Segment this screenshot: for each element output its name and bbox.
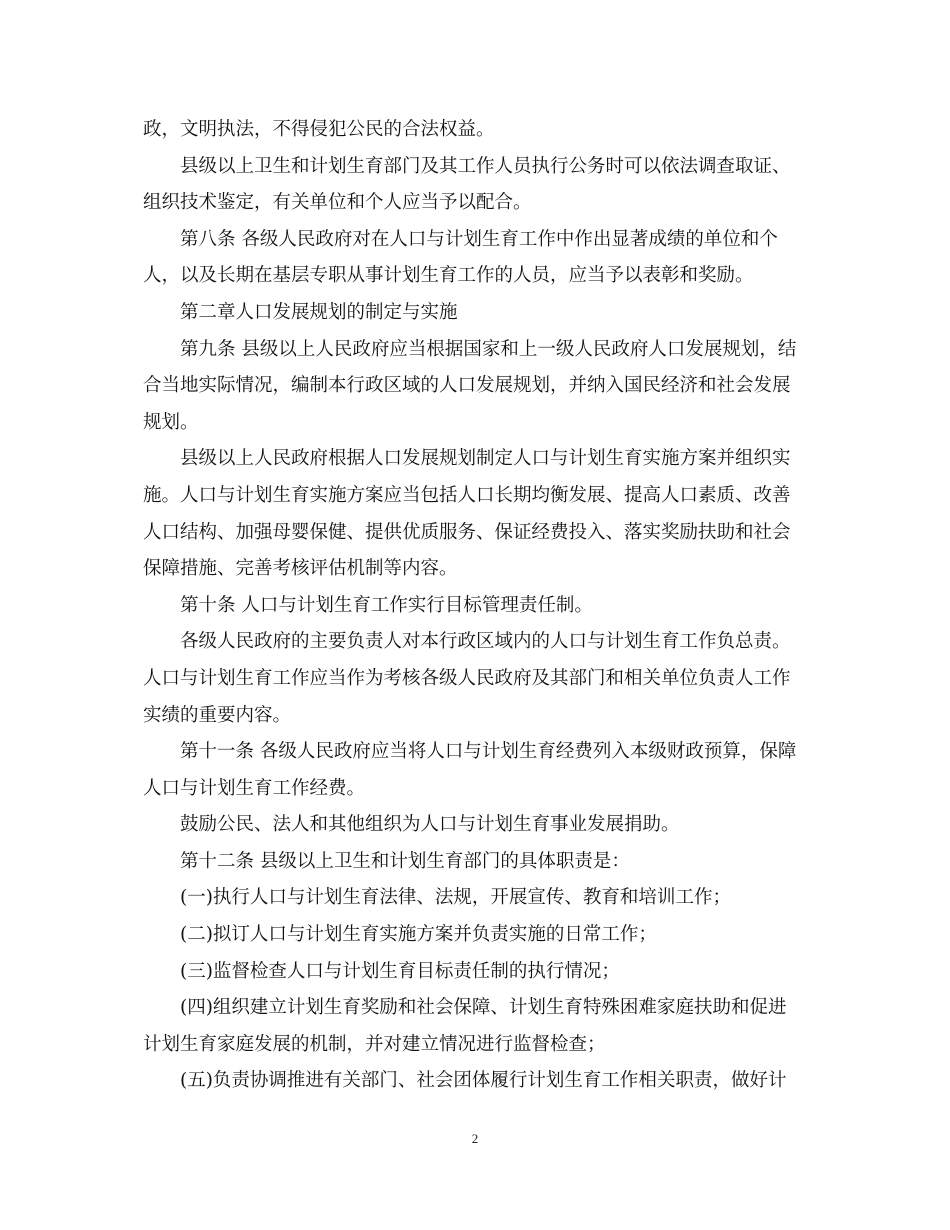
text-line: 规划。	[143, 411, 199, 433]
text-line: 第八条 各级人民政府对在人口与计划生育工作中作出显著成绩的单位和个	[143, 228, 778, 250]
text-line: 计划生育家庭发展的机制，并对建立情况进行监督检查；	[143, 1033, 606, 1055]
text-line: 人，以及长期在基层专职从事计划生育工作的人员，应当予以表彰和奖励。	[143, 265, 754, 287]
text-line: 第十一条 各级人民政府应当将人口与计划生育经费列入本级财政预算，保障	[143, 741, 797, 763]
list-item: (一)执行人口与计划生育法律、法规，开展宣传、教育和培训工作；	[143, 887, 731, 909]
text-line: 政，文明执法，不得侵犯公民的合法权益。	[143, 119, 495, 140]
text-line: 组织技术鉴定，有关单位和个人应当予以配合。	[143, 192, 532, 214]
text-line: 第九条 县级以上人民政府应当根据国家和上一级人民政府人口发展规划，结	[143, 338, 797, 360]
text-line: 县级以上卫生和计划生育部门及其工作人员执行公务时可以依法调查取证、	[143, 155, 791, 177]
list-item: (三)监督检查人口与计划生育目标责任制的执行情况；	[143, 960, 620, 982]
text-line: 鼓励公民、法人和其他组织为人口与计划生育事业发展捐助。	[143, 814, 680, 836]
text-line: 实绩的重要内容。	[143, 704, 292, 726]
chapter-heading: 第二章人口发展规划的制定与实施	[143, 301, 458, 323]
text-line: 人口与计划生育工作应当作为考核各级人民政府及其部门和相关单位负责人工作	[143, 667, 791, 689]
list-item: (二)拟订人口与计划生育实施方案并负责实施的日常工作；	[143, 924, 657, 946]
text-line: 人口与计划生育工作经费。	[143, 777, 366, 799]
text-line: 第十二条 县级以上卫生和计划生育部门的具体职责是：	[143, 850, 630, 872]
page-number: 2	[471, 1131, 479, 1146]
text-line: 保障措施、完善考核评估机制等内容。	[143, 558, 458, 580]
text-line: 合当地实际情况，编制本行政区域的人口发展规划，并纳入国民经济和社会发展	[143, 375, 791, 397]
list-item: (五)负责协调推进有关部门、社会团体履行计划生育工作相关职责，做好计	[143, 1070, 787, 1092]
document-body	[143, 112, 803, 1100]
list-item: (四)组织建立计划生育奖励和社会保障、计划生育特殊困难家庭扶助和促进	[143, 997, 787, 1019]
text-line: 各级人民政府的主要负责人对本行政区域内的人口与计划生育工作负总责。	[143, 631, 791, 653]
text-line: 施。人口与计划生育实施方案应当包括人口长期均衡发展、提高人口素质、改善	[143, 484, 791, 506]
text-line: 县级以上人民政府根据人口发展规划制定人口与计划生育实施方案并组织实	[143, 448, 791, 470]
text-line: 人口结构、加强母婴保健、提供优质服务、保证经费投入、落实奖励扶助和社会	[143, 521, 791, 543]
text-line: 第十条 人口与计划生育工作实行目标管理责任制。	[143, 594, 593, 616]
